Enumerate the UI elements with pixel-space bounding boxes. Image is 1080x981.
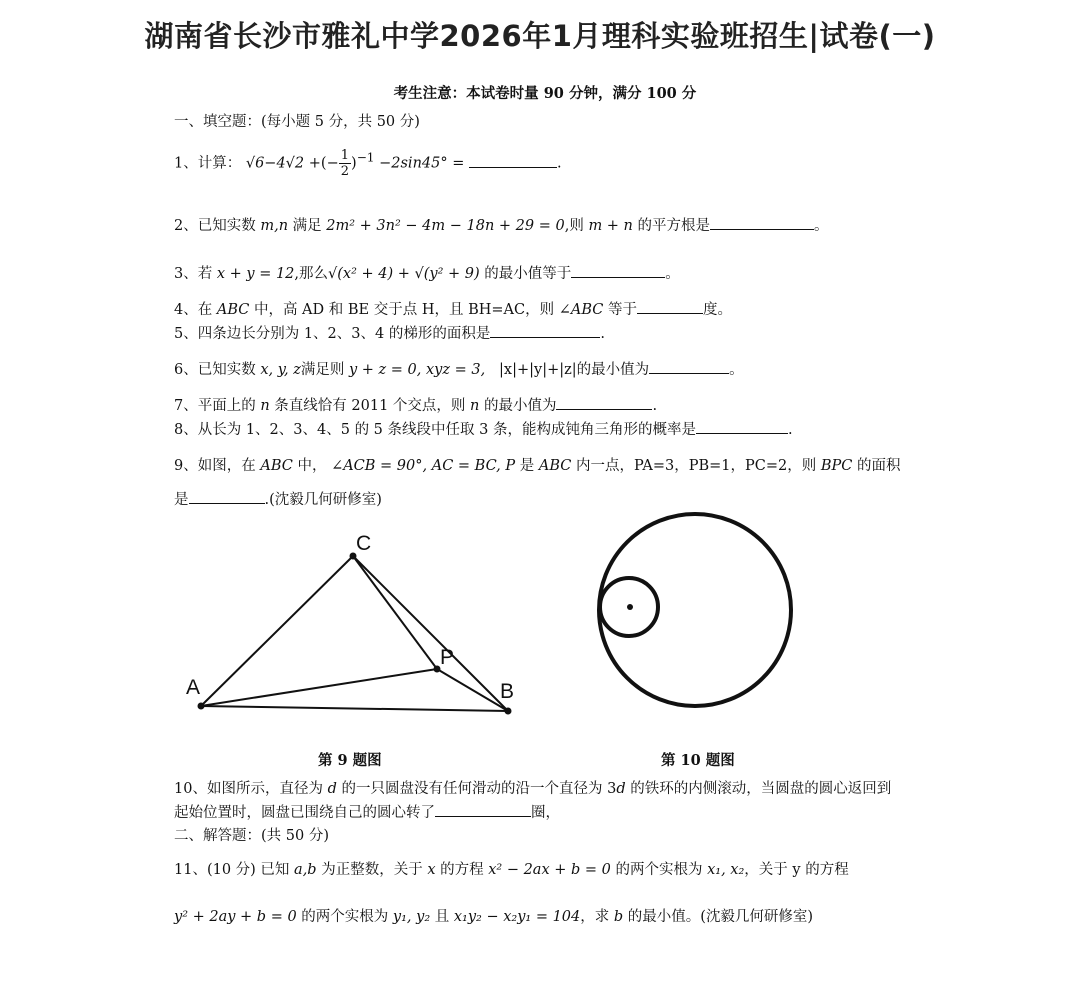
q1-fraction: $\frac{1}{2}$ [340, 148, 350, 179]
point-A [198, 703, 205, 710]
q2-equation: 2m² + 3n² − 4m − 18n + 29 = 0 [326, 218, 565, 234]
question-1: 1、计算： √6−4√2 +(− $\frac{1}{2}$ )$^{-1}$ −2sin45° = . [174, 148, 562, 179]
figure-9-caption: 第 9 题图 [318, 752, 382, 769]
question-4: 4、在 ABC 中，高 AD 和 BE 交于点 H，且 BH=AC，则 ∠ABC 等于 度。 [174, 302, 732, 318]
q1-sqrt-term: √6−4√2 [245, 155, 305, 172]
segment-AB [201, 706, 508, 711]
question-5: 5、四条边长分别为 1、2、3、4 的梯形的面积是 . [174, 326, 605, 342]
segment-CB [353, 556, 508, 711]
segment-CP [353, 556, 437, 669]
segment-AC [201, 556, 353, 706]
q1-exponent: −1 [356, 150, 375, 165]
label-P: P [440, 646, 455, 669]
q1-paren-open: +(− [308, 155, 339, 172]
outer-ring [599, 514, 791, 706]
q1-sin-term: −2sin45° = [379, 155, 465, 172]
section-fill-in-header: 一、填空题：(每小题 5 分，共 50 分) [174, 114, 420, 130]
disk-center [627, 604, 633, 610]
label-A: A [186, 676, 201, 699]
question-7: 7、平面上的 n 条直线恰有 2011 个交点，则 n 的最小值为 . [174, 398, 658, 414]
figure-9-points [198, 553, 515, 715]
q10-answer-blank [435, 804, 531, 817]
question-2: 2、已知实数 m,n 满足 2m² + 3n² − 4m − 18n + 29 = 0,则 m + n 的平方根是 。 [174, 218, 829, 234]
segment-AP [201, 669, 437, 706]
figure-9-triangle [201, 556, 508, 711]
q1-paren-close: ) [351, 155, 357, 172]
question-3: 3、若 x + y = 12,那么√(x² + 4) + √(y² + 9) 的最小值等于 。 [174, 266, 680, 282]
question-6: 6、已知实数 x, y, z满足则 y + z = 0, xyz = 3, |x|+|y|+|z|的最小值为 。 [174, 362, 744, 378]
question-10-line2: 起始位置时，圆盘已围绕自己的圆心转了 圈， [174, 805, 560, 821]
q1-number: 1、计算： [174, 155, 242, 172]
q3-expression: √(x² + 4) + √(y² + 9) [328, 266, 480, 282]
figure-10-caption: 第 10 题图 [661, 752, 735, 769]
exam-notice: 考生注意：本试卷时量 90 分钟，满分 100 分 [393, 85, 697, 102]
question-11-line2: y² + 2ay + b = 0 的两个实根为 y₁, y₂ 且 x₁y₂ − x₂y₁ = 104，求 b 的最小值。(沈毅几何研修室) [174, 909, 814, 925]
question-10: 10、如图所示，直径为 d 的一只圆盘没有任何滑动的沿一个直径为 3d 的铁环的内侧滚动，当圆盘的圆心返回到 [174, 781, 892, 797]
question-9: 9、如图，在 ABC 中， ∠ACB = 90°, AC = BC, P 是 ABC 内一点，PA=3，PB=1，PC=2，则 BPC 的面积 [174, 458, 901, 474]
section-solve-header: 二、解答题：(共 50 分) [174, 828, 329, 844]
exam-title: 湖南省长沙市雅礼中学2026年1月理科实验班招生|试卷(一) [144, 19, 936, 53]
figure-10-circles [599, 514, 791, 706]
question-9-line2: 是 .(沈毅几何研修室) [174, 492, 382, 508]
question-11: 11、(10 分) 已知 a,b 为正整数，关于 x 的方程 x² − 2ax + b = 0 的两个实根为 x₁, x₂，关于 y 的方程 [174, 862, 849, 878]
question-8: 8、从长为 1、2、3、4、5 的 5 条线段中任取 3 条，能构成钝角三角形的概率是 . [174, 422, 793, 438]
label-B: B [500, 680, 515, 703]
label-C: C [356, 532, 372, 555]
point-B [505, 708, 512, 715]
